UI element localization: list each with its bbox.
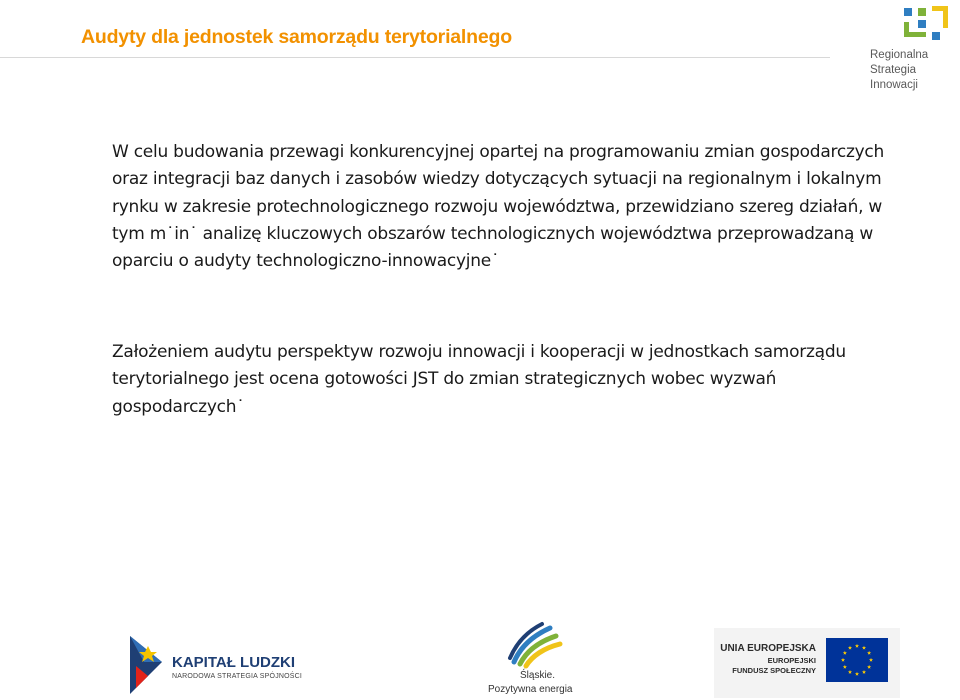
eu-flag-icon [826,638,888,682]
kapital-ludzki-subtitle: NARODOWA STRATEGIA SPÓJNOŚCI [172,673,303,680]
kapital-ludzki-name: KAPITAŁ LUDZKI [172,654,296,671]
kapital-ludzki-icon [124,632,168,696]
kapital-ludzki-logo [124,632,304,696]
eu-line-2: EUROPEJSKI [767,656,816,665]
eu-line-3: FUNDUSZ SPOŁECZNY [732,666,816,675]
paragraph-1: W celu budowania przewagi konkurencyjnej opartej na programowaniu zmian gospodarczych oraz integracji baz danych i zasobów wiedzy dotyczących sytuacji na regionalnym i lokalnym rynku w zakresie protechnologicznego rozwoju województwa, przewidziano szereg działań, w tym m˙in˙ analizę kluczowych obszarów technologicznych województwa przeprowadzaną w oparciu o audyty technologiczno-innowacyjne˙ [112,142,885,272]
eu-line-1: UNIA EUROPEJSKA [720,643,816,654]
slaskie-icon [484,618,594,670]
slaskie-name: Śląskie. [520,670,556,681]
rsi-logo-text [870,48,928,93]
eu-logo-text [720,642,816,676]
title-divider [0,57,830,58]
slide-title: Audyty dla jednostek samorządu terytorialnego [81,26,512,48]
slaskie-tagline: Pozytywna energia [488,684,573,695]
slaskie-logo [484,618,594,700]
rsi-line-1: Regionalna [870,49,929,61]
rsi-line-2: Strategia [870,64,917,76]
rsi-bracket-icon [902,4,954,46]
paragraph-2: Założeniem audytu perspektyw rozwoju innowacji i kooperacji w jednostkach samorządu terytorialnego jest ocena gotowości JST do zmian strategicznych wobec wyzwań gospodarczych˙ [112,342,846,417]
rsi-line-3: Innowacji [870,79,918,91]
eu-logo [714,628,900,698]
rsi-logo [858,4,958,92]
